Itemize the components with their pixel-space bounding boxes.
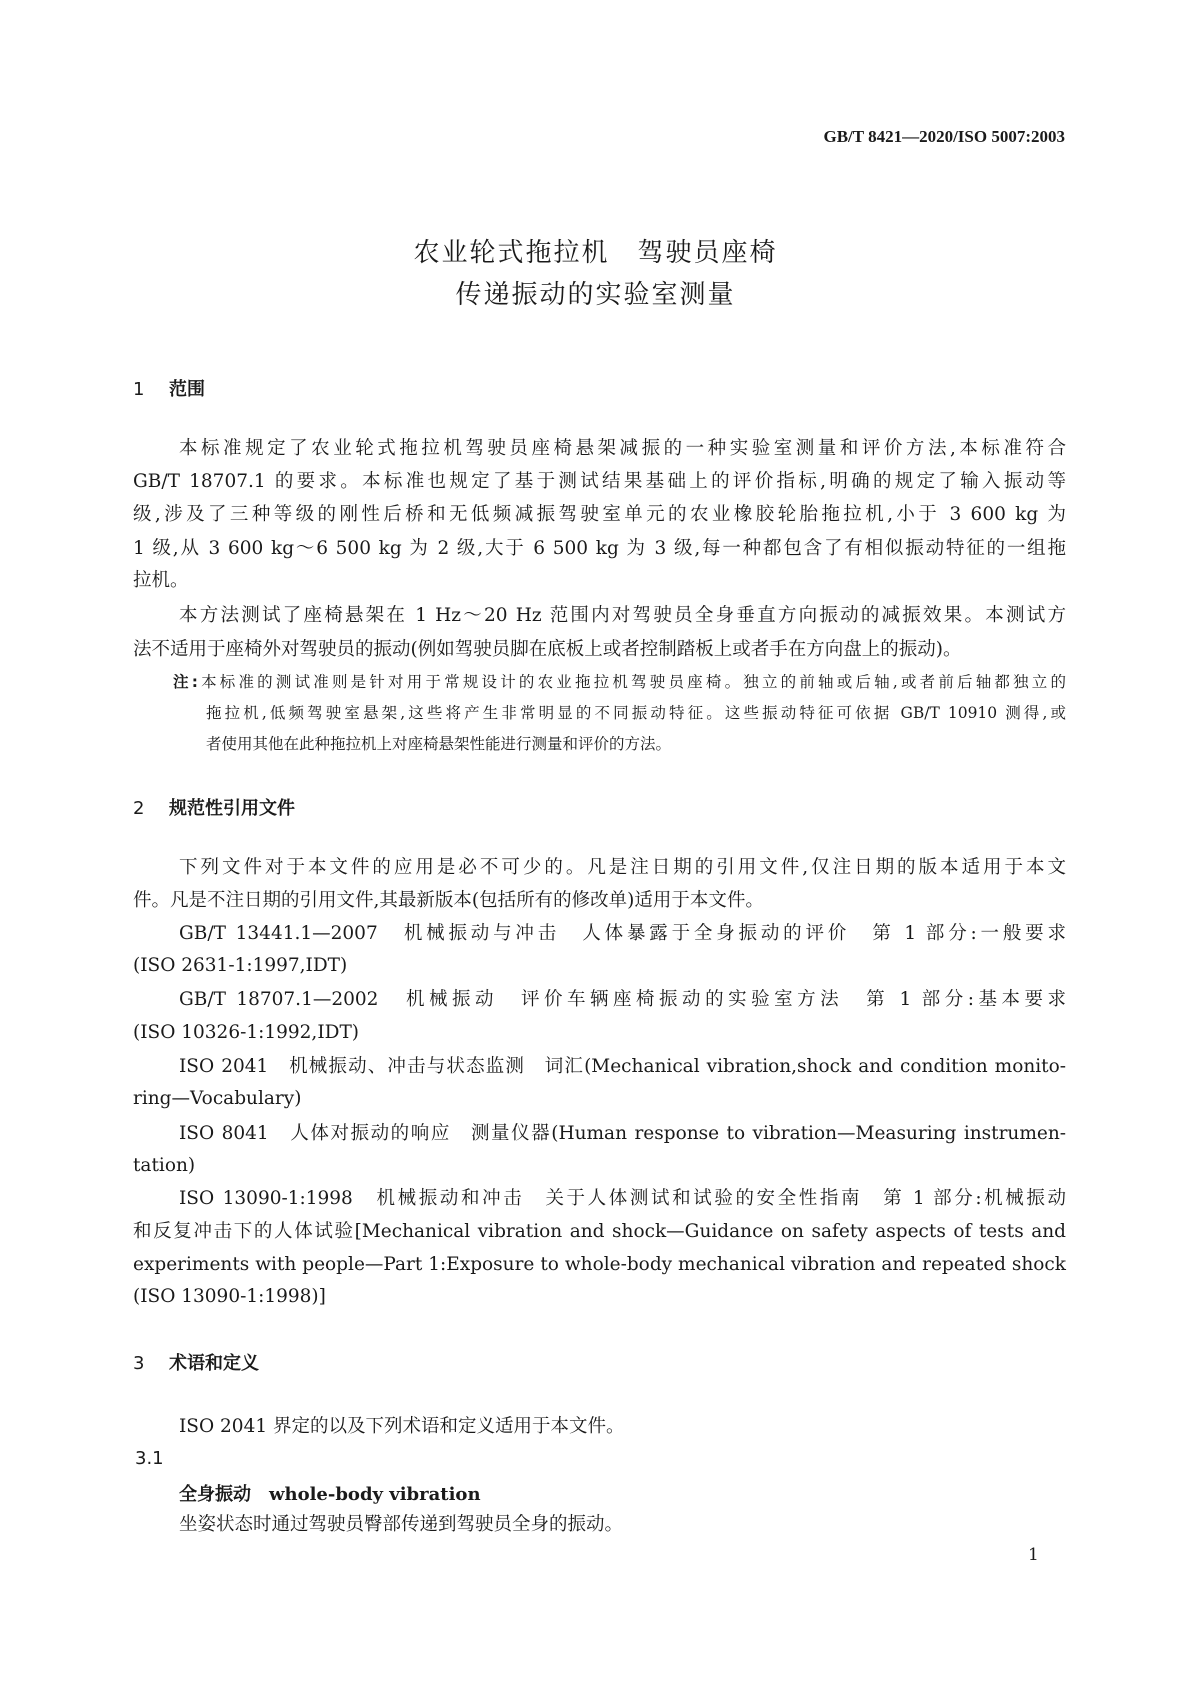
paragraph-line: 1 级,从 3 600 kg～6 500 kg 为 2 级,大于 6 500 kg 为 3 级,每一种都包含了有相似振动特征的一组拖 <box>133 538 1066 559</box>
paragraph-line: 下列文件对于本文件的应用是必不可少的。凡是注日期的引用文件,仅注日期的版本适用于本文 <box>179 857 1066 878</box>
paragraph-line: 本方法测试了座椅悬架在 1 Hz～20 Hz 范围内对驾驶员全身垂直方向振动的减振效果。本测试方 <box>179 605 1066 626</box>
note-text: 本标准的测试准则是针对用于常规设计的农业拖拉机驾驶员座椅。独立的前轴或后轴,或者前后轴都独立的 <box>197 673 1067 691</box>
reference-line: ISO 13090-1:1998 机械振动和冲击 关于人体测试和试验的安全性指南 第 1 部分:机械振动 <box>179 1188 1066 1209</box>
reference-line: ring—Vocabulary) <box>133 1088 302 1109</box>
term-zh: 全身振动 <box>179 1484 251 1505</box>
section-number: 1 <box>133 379 145 400</box>
section-title: 规范性引用文件 <box>169 798 295 819</box>
title-line-2: 传递振动的实验室测量 <box>455 280 736 310</box>
page-number: 1 <box>1028 1545 1039 1565</box>
paragraph-line: GB/T 18707.1 的要求。本标准也规定了基于测试结果基础上的评价指标,明确的规定了输入振动等 <box>133 471 1066 492</box>
paragraph-line: 拉机。 <box>133 570 189 591</box>
reference-line: 和反复冲击下的人体试验[Mechanical vibration and shock—Guidance on safety aspects of tests and <box>133 1221 1066 1242</box>
section-heading-3 <box>133 1349 259 1375</box>
note-line: 拖拉机,低频驾驶室悬架,这些将产生非常明显的不同振动特征。这些振动特征可依据 GB/T 10910 测得,或 <box>206 704 1066 722</box>
term-number: 3.1 <box>135 1448 164 1469</box>
term-en: whole-body vibration <box>269 1484 481 1505</box>
term-definition: 坐姿状态时通过驾驶员臀部传递到驾驶员全身的振动。 <box>179 1514 624 1535</box>
reference-line: (ISO 2631-1:1997,IDT) <box>133 955 348 976</box>
section-title: 术语和定义 <box>169 1353 259 1374</box>
reference-line: GB/T 13441.1—2007 机械振动与冲击 人体暴露于全身振动的评价 第 1 部分:一般要求 <box>179 923 1066 944</box>
section-heading-2 <box>133 794 295 820</box>
reference-line: GB/T 18707.1—2002 机械振动 评价车辆座椅振动的实验室方法 第 1 部分:基本要求 <box>179 989 1066 1010</box>
section-number: 3 <box>133 1353 145 1374</box>
note-line <box>173 671 1066 693</box>
term-heading <box>179 1480 481 1506</box>
paragraph-line: 级,涉及了三种等级的刚性后桥和无低频减振驾驶室单元的农业橡胶轮胎拖拉机,小于 3 600 kg 为 <box>133 504 1066 525</box>
note-label: 注: <box>173 673 198 691</box>
reference-line: tation) <box>133 1155 196 1176</box>
section-heading-1 <box>133 375 205 401</box>
paragraph-line: 本标准规定了农业轮式拖拉机驾驶员座椅悬架减振的一种实验室测量和评价方法,本标准符合 <box>179 438 1066 459</box>
paragraph-line: 件。凡是不注日期的引用文件,其最新版本(包括所有的修改单)适用于本文件。 <box>133 890 764 911</box>
reference-line: ISO 2041 机械振动、冲击与状态监测 词汇(Mechanical vibration,shock and condition monito- <box>179 1056 1066 1077</box>
section-title: 范围 <box>169 379 205 400</box>
title-line-1: 农业轮式拖拉机 驾驶员座椅 <box>413 238 778 268</box>
paragraph-line: 法不适用于座椅外对驾驶员的振动(例如驾驶员脚在底板上或者控制踏板上或者手在方向盘上的振动)。 <box>133 639 962 660</box>
reference-line: ISO 8041 人体对振动的响应 测量仪器(Human response to vibration—Measuring instrumen- <box>179 1123 1066 1144</box>
paragraph-line: ISO 2041 界定的以及下列术语和定义适用于本文件。 <box>179 1416 625 1437</box>
reference-line: (ISO 10326-1:1992,IDT) <box>133 1022 360 1043</box>
note-line: 者使用其他在此种拖拉机上对座椅悬架性能进行测量和评价的方法。 <box>206 735 672 753</box>
section-number: 2 <box>133 798 145 819</box>
reference-line: experiments with people—Part 1:Exposure to whole-body mechanical vibration and repeated shock <box>133 1254 1066 1275</box>
document-header: GB/T 8421—2020/ISO 5007:2003 <box>823 127 1065 146</box>
reference-line: (ISO 13090-1:1998)] <box>133 1286 326 1307</box>
